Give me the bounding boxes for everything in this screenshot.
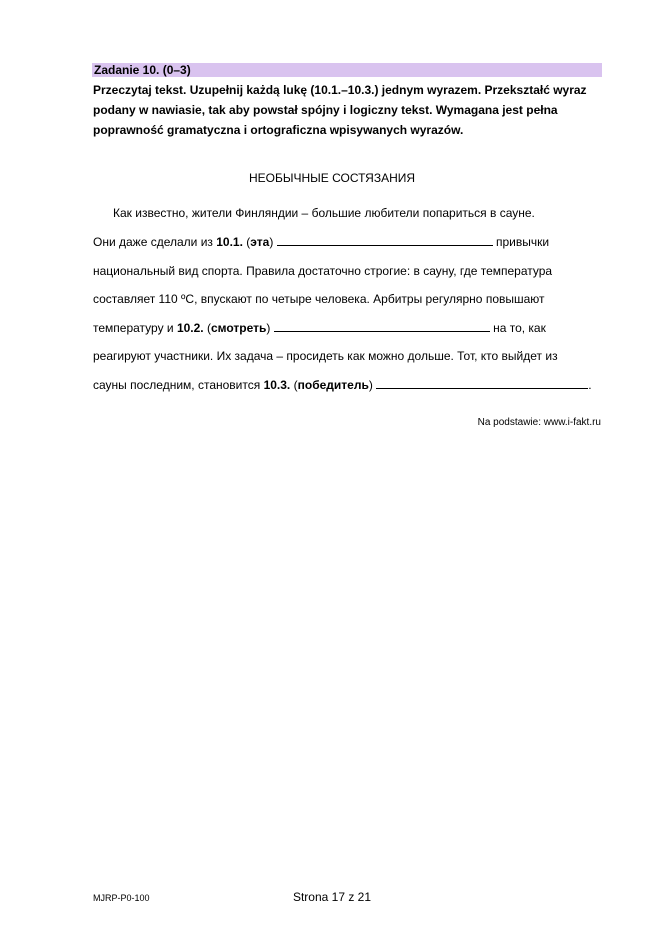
text-line-4: составляет 110 ºC, впускают по четыре человека. Арбитры регулярно повышают	[93, 292, 545, 306]
gap-number: 10.1.	[216, 235, 243, 249]
gap-bracket: )	[266, 321, 274, 335]
gap-bracket: (	[290, 378, 298, 392]
text-fragment: привычки	[492, 235, 550, 249]
text-fragment: Они даже сделали из	[93, 235, 217, 249]
gap-bracket: )	[368, 378, 377, 392]
gap-base-word: эта	[250, 235, 270, 249]
footer-page-number: Strona 17 z 21	[292, 890, 372, 904]
text-title: НЕОБЫЧНЫЕ СОСТЯЗАНИЯ	[248, 171, 416, 185]
text-line-5	[93, 320, 546, 336]
text-line-7	[93, 377, 592, 393]
source-note: Na podstawie: www.i-fakt.ru	[477, 417, 601, 428]
text-line-6: реагируют участники. Их задача – просидеть как можно дольше. Тот, кто выйдет из	[93, 349, 558, 363]
text-fragment: .	[588, 378, 592, 392]
gap-bracket: (	[242, 235, 251, 249]
text-fragment: температуру и	[93, 321, 177, 335]
answer-gap-10-1[interactable]	[277, 234, 493, 246]
answer-gap-10-3[interactable]	[376, 377, 588, 389]
text-fragment: сауны последним, становится	[93, 378, 264, 392]
gap-number: 10.3.	[263, 378, 291, 392]
gap-bracket: )	[269, 235, 277, 249]
text-line-3: национальный вид спорта. Правила достаточно строгие: в сауну, где температура	[93, 264, 553, 278]
text-fragment: на то, как	[489, 321, 546, 335]
footer-code: MJRP-P0-100	[93, 893, 150, 903]
text-line-2	[93, 234, 549, 250]
task-header: Zadanie 10. (0–3)	[92, 63, 602, 77]
answer-gap-10-2[interactable]	[274, 320, 490, 332]
gap-bracket: (	[203, 321, 211, 335]
gap-number: 10.2.	[176, 321, 204, 335]
gap-base-word: победитель	[297, 378, 369, 392]
task-instruction: Przeczytaj tekst. Uzupełnij każdą lukę (10.1.–10.3.) jednym wyrazem. Przekształć wyraz podany w nawiasie, tak aby powstał spójny i logiczny tekst. Wymagana jest pełna poprawność gramatyczna i ortograficzna wpisywanych wyrazów.	[93, 83, 587, 137]
text-line-1: Как известно, жители Финляндии – большие любители попариться в сауне.	[113, 206, 535, 220]
gap-base-word: смотреть	[211, 321, 267, 335]
